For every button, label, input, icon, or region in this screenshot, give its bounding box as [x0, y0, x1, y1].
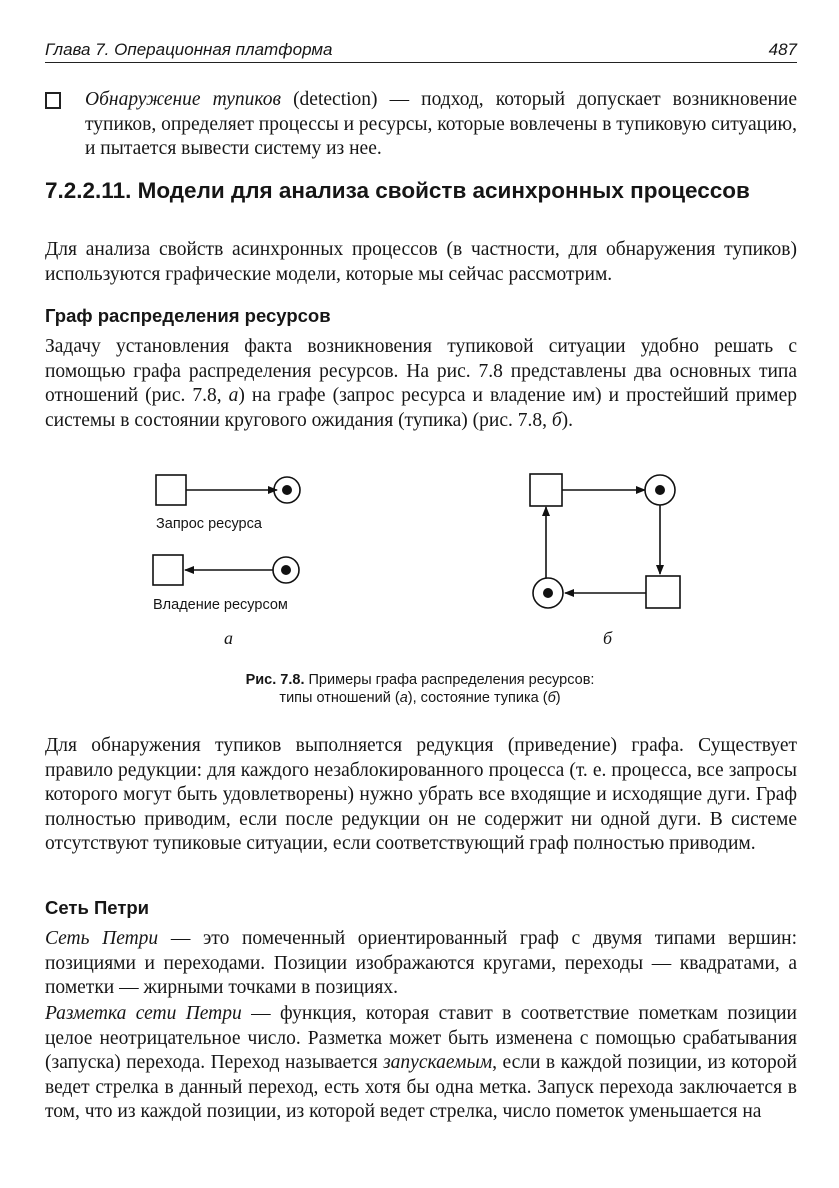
token-dot — [282, 485, 292, 495]
term-enabled: запускаемым — [383, 1052, 493, 1073]
section-intro: Для анализа свойств асинхронных процессов (в частности, для обнаружения тупиков) используются графические модели, которые мы сейчас рассмотрим. — [45, 239, 797, 285]
marking-text-1: — функция, которая ставит в соответствие пометкам позиции целое неотрицательное число. Разметка может быть изменена с помощью срабатывания (запуска) перехода. Переход называется — [45, 1003, 797, 1073]
caption-ref-b: б — [547, 690, 556, 706]
page-number: 487 — [768, 40, 797, 59]
rag-ref-b: б — [551, 409, 562, 431]
label-ownership: Владение ресурсом — [153, 597, 288, 613]
caption-text-2a: типы отношений ( — [279, 690, 400, 706]
caption-text-2c: ) — [555, 690, 561, 706]
subheading-rag: Граф распределения ресурсов — [45, 305, 331, 326]
figure-caption — [150, 671, 690, 707]
rag-text-1: Задачу установления факта возникновения тупиковой ситуации удобно решать с помощью графа распределения ресурсов. На рис. 7.8 представлены два основных типа отношений (рис. 7.8, — [45, 336, 797, 406]
label-request: Запрос ресурса — [156, 516, 262, 532]
caption-line-1 — [150, 671, 690, 689]
process-square — [156, 475, 186, 505]
rag-text-3: ). — [561, 409, 574, 431]
token-dot — [655, 485, 665, 495]
petri-definition — [45, 927, 797, 1001]
caption-ref-a: а — [399, 690, 408, 706]
term-marking: Разметка сети Петри — [45, 1003, 242, 1024]
bullet-body: (detection) — подход, который допускает возникновение тупиков, определяет процессы и ресурсы, которые вовлечены в тупиковую ситуацию, и пытается вывести систему из нее. — [85, 89, 797, 159]
sublabel-a: а — [224, 628, 233, 648]
term-petri-net: Сеть Петри — [45, 928, 159, 949]
marking-text-2: , если в каждой позиции, из которой ведет стрелка в данный переход, есть хотя бы одна метка. Запуск перехода заключается в том, что из каждой позиции, из которой ведет стрелка, число пометок уменьшается на — [45, 1052, 797, 1122]
petri-marking — [45, 1002, 797, 1125]
caption-text-1: Примеры графа распределения ресурсов: — [304, 672, 595, 688]
reduction-paragraph: Для обнаружения тупиков выполняется редукция (приведение) графа. Существует правило редукции: для каждого незаблокированного процесса (т. е. процесса, все запросы которого могут быть удовлетворены) нужно убрать все входящие и исходящие дуги. Граф полностью приводим, если после редукции он не содержит ни одной дуги. В системе отсутствуют тупиковые ситуации, если соответствующий граф полностью приводим. — [45, 735, 797, 854]
caption-line-2 — [150, 689, 690, 707]
chapter-title: Глава 7. Операционная платформа — [45, 40, 333, 59]
subheading-petri: Сеть Петри — [45, 897, 150, 918]
process-square — [646, 576, 680, 608]
term-detection: Обнаружение тупиков — [85, 89, 281, 110]
petri-def-text: — это помеченный ориентированный граф с двумя типами вершин: позициями и переходами. Позиции изображаются кругами, переходы — квадратами, а пометки — жирными точками в позициях. — [45, 928, 797, 998]
caption-text-2b: ), состояние тупика ( — [407, 690, 548, 706]
rag-ref-a: а — [228, 385, 239, 406]
caption-label: Рис. 7.8. — [245, 672, 305, 688]
token-dot — [281, 565, 291, 575]
process-square — [153, 555, 183, 585]
sublabel-b: б — [603, 628, 613, 648]
token-dot — [543, 588, 553, 598]
section-heading: 7.2.2.11. Модели для анализа свойств асинхронных процессов — [45, 178, 750, 203]
process-square — [530, 474, 562, 506]
rag-text-2: ) на графе (запрос ресурса и владение им) и простейший пример системы в состоянии кругового ожидания (тупика) (рис. 7.8, — [45, 385, 797, 431]
